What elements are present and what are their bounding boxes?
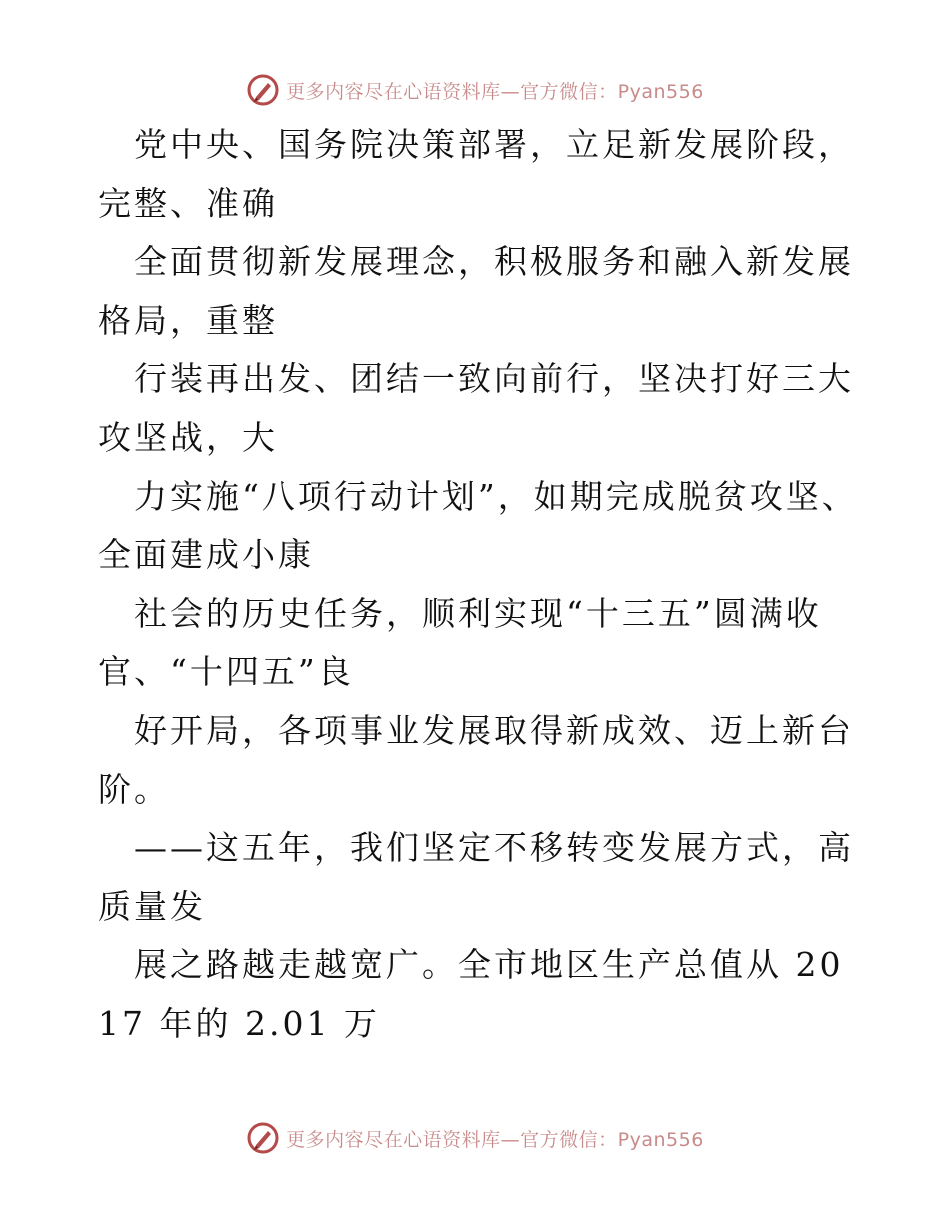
- paragraph-8: 展之路越走越宽广。全市地区生产总值从 2017 年的 2.01 万: [98, 945, 844, 1043]
- watermark-text: 更多内容尽在心语资料库—官方微信：Pyan556: [286, 1128, 704, 1151]
- header-watermark: [0, 70, 950, 110]
- paragraph-7: ——这五年，我们坚定不移转变发展方式，高质量发: [98, 828, 854, 926]
- paragraph-2: 全面贯彻新发展理念，积极服务和融入新发展格局，重整: [98, 242, 854, 340]
- paragraph-4: 力实施“八项行动计划”，如期完成脱贫攻坚、全面建成小康: [98, 476, 858, 575]
- paragraph-1: 党中央、国务院决策部署，立足新发展阶段，完整、准确: [98, 125, 854, 223]
- document-body: [98, 116, 858, 1054]
- paragraph-5: 社会的历史任务，顺利实现“十三五”圆满收官、“十四五”良: [98, 593, 822, 692]
- paragraph-3: 行装再出发、团结一致向前行，坚决打好三大攻坚战，大: [98, 359, 854, 457]
- pen-logo-icon: [246, 1121, 280, 1155]
- paragraph-6: 好开局，各项事业发展取得新成效、迈上新台阶。: [98, 710, 854, 809]
- watermark-text: 更多内容尽在心语资料库—官方微信：Pyan556: [286, 80, 704, 103]
- pen-logo-icon: [246, 73, 280, 107]
- footer-watermark: [0, 1118, 950, 1158]
